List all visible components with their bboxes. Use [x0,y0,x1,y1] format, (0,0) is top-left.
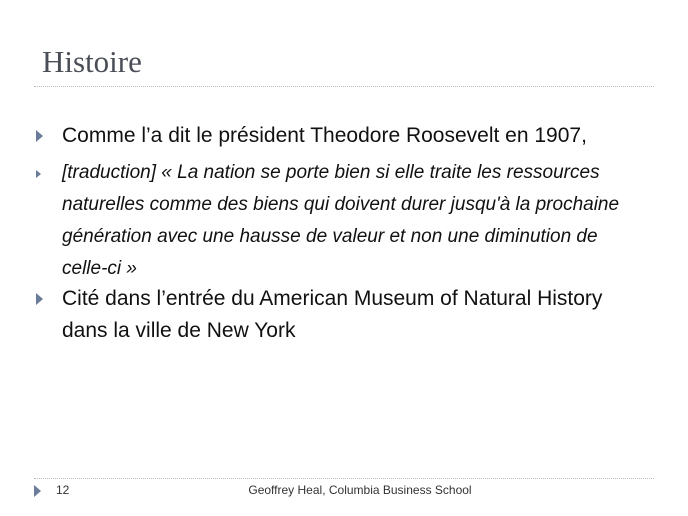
footer-divider [34,478,654,479]
title-divider [34,86,654,87]
bullet-text: Comme l’a dit le président Theodore Roosevelt en 1907, [62,124,587,147]
triangle-right-icon [36,170,41,178]
slide-title: Histoire [42,44,142,79]
triangle-right-icon [36,130,43,142]
triangle-right-icon [36,293,43,305]
triangle-right-icon [34,485,41,497]
page-number: 12 [56,483,70,497]
quote-text: [traduction] « La nation se porte bien si elle traite les ressources naturelles comme des biens qui doivent durer jusqu'à la prochaine génération avec une hausse de valeur et non une diminution de celle-ci » [62,162,620,279]
footer-text: Geoffrey Heal, Columbia Business School [248,483,472,497]
bullet-text: Cité dans l’entrée du American Museum of Natural History dans la ville de New York [62,287,603,342]
